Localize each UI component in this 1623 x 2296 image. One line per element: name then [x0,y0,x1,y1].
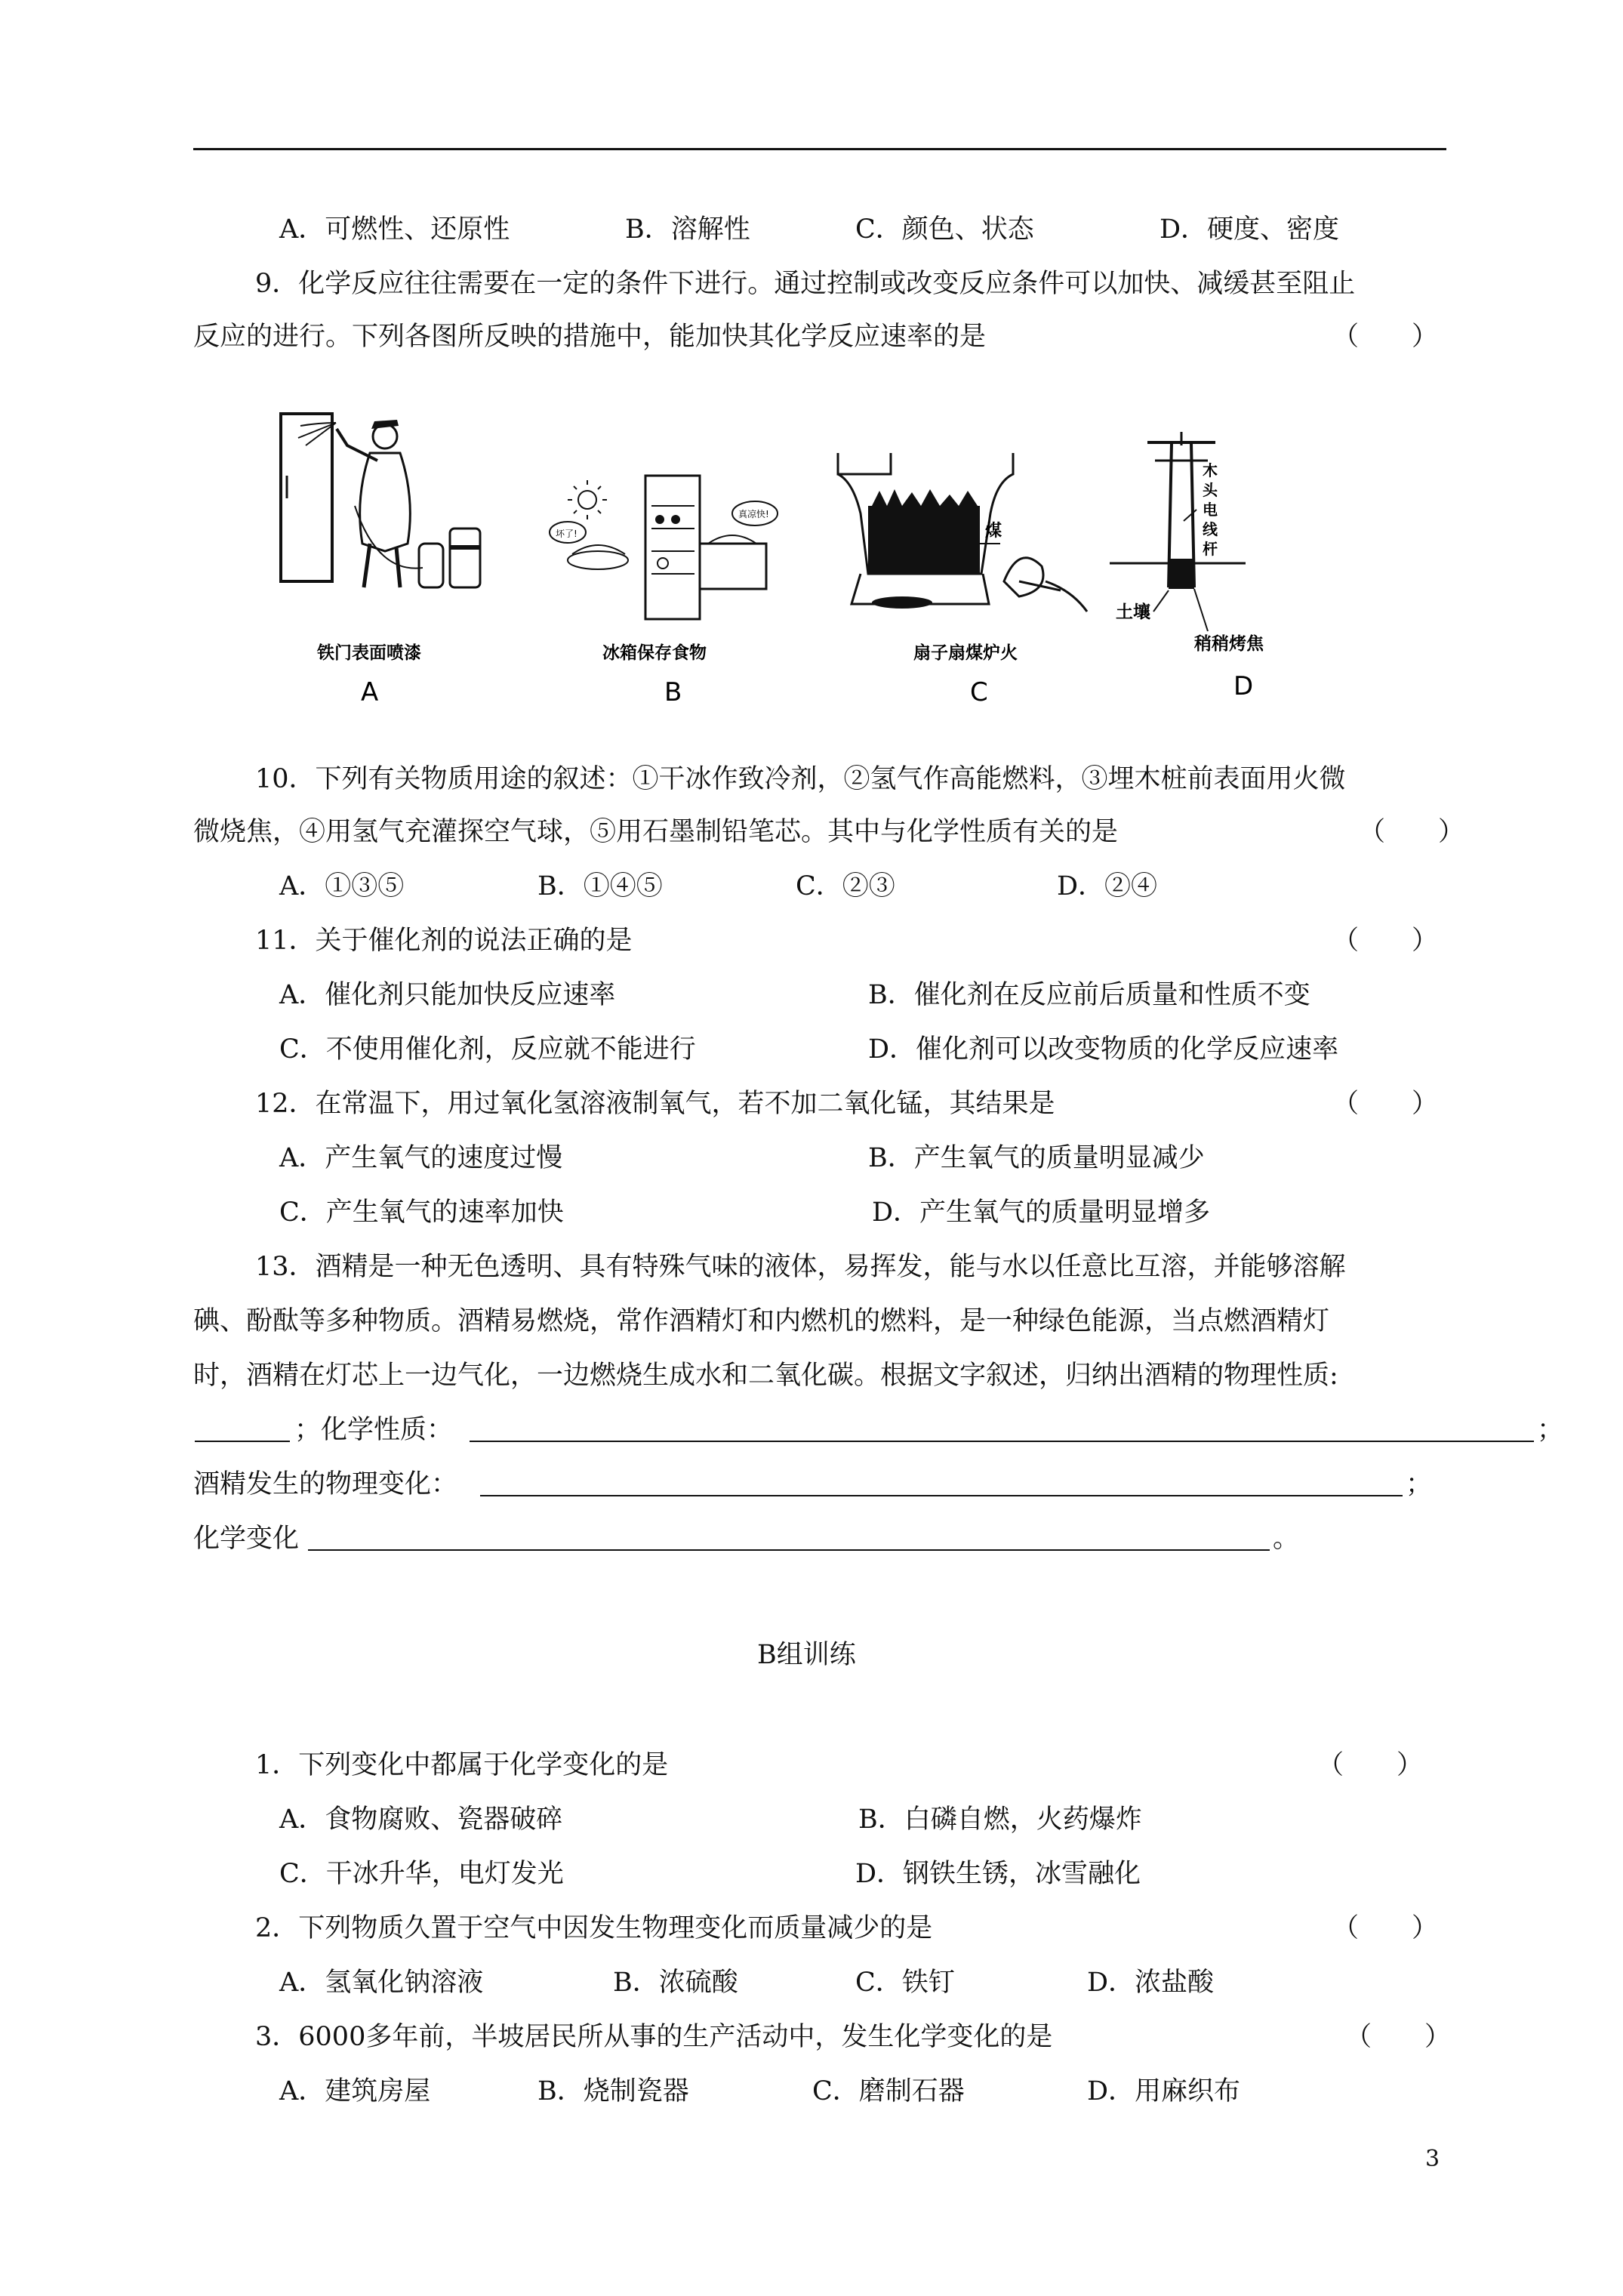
q12-option-d: D．产生氧气的质量明显增多 [872,1197,1211,1228]
q11-option-c: C．不使用催化剂，反应就不能进行 [279,1034,696,1065]
header-rule [193,148,1446,150]
q13-chemical-change-blank[interactable] [308,1549,1270,1551]
page-number: 3 [1425,2146,1440,2172]
q13-physical-change-blank[interactable] [480,1495,1403,1496]
q12-stem: 12．在常温下，用过氧化氢溶液制氧气，若不加二氧化锰，其结果是 [255,1089,1055,1119]
figure-caption-c: 扇子扇煤炉火 [913,643,1018,663]
pole-label-3: 电 [1203,501,1218,519]
figure-panel-a [281,414,480,587]
q13-physical-property-blank[interactable] [195,1441,290,1442]
figure-caption-b: 冰箱保存食物 [602,643,707,663]
q8-option-d: D．硬度、密度 [1160,214,1340,245]
q11-stem: 11．关于催化剂的说法正确的是 [255,926,633,956]
q10-stem-line2: 微烧焦，④用氢气充灌探空气球，⑤用石墨制铅笔芯。其中与化学性质有关的是 [193,817,1119,847]
q9-answer-paren: （ ） [1332,322,1439,352]
b2-option-b: B．浓硫酸 [613,1968,738,1998]
q13-chemical-change-label: 化学变化 [193,1524,300,1554]
q10-option-c: C．②③ [796,871,895,901]
q12-option-c: C．产生氧气的速率加快 [279,1197,564,1228]
figure-caption-a: 铁门表面喷漆 [317,643,421,663]
q10-option-a: A．①③⑤ [279,871,405,901]
b2-stem: 2．下列物质久置于空气中因发生物理变化而质量减少的是 [255,1913,933,1943]
q13-chemical-property-label: ；化学性质： [294,1415,454,1445]
q8-option-b: B．溶解性 [625,214,750,245]
q13-stem-line1: 13．酒精是一种无色透明、具有特殊气味的液体，易挥发，能与水以任意比互溶，并能够溶解 [255,1252,1346,1282]
q12-option-a: A．产生氧气的速度过慢 [279,1143,563,1173]
figure-caption-d: 稍稍烤焦 [1194,634,1264,654]
q13-semicolon-1: ； [1537,1415,1564,1445]
b2-option-a: A．氢氧化钠溶液 [279,1968,484,1998]
section-b-title: B组训练 [757,1640,856,1670]
q13-physical-change-label: 酒精发生的物理变化： [193,1469,458,1499]
figure-panel-b [550,476,778,619]
q13-stem-line3: 时，酒精在灯芯上一边气化，一边燃烧生成水和二氧化碳。根据文字叙述，归纳出酒精的物理性质: [193,1361,1338,1391]
q11-option-b: B．催化剂在反应前后质量和性质不变 [868,980,1310,1010]
pole-label-5: 杆 [1203,540,1218,558]
b1-stem: 1．下列变化中都属于化学变化的是 [255,1750,669,1780]
b3-answer-paren: （ ） [1345,2022,1452,2052]
figure-letter-a: A [361,677,379,707]
coal-label: 煤 [985,522,1002,541]
bubble-right-text: 真凉快! [738,509,769,519]
b3-stem: 3．6000多年前，半坡居民所从事的生产活动中，发生化学变化的是 [255,2022,1053,2052]
q12-option-b: B．产生氧气的质量明显减少 [868,1143,1205,1173]
q9-stem-line2: 反应的进行。下列各图所反映的措施中，能加快其化学反应速率的是 [193,322,987,352]
figure-letter-d: D [1233,671,1254,701]
q9-stem-line1: 9．化学反应往往需要在一定的条件下进行。通过控制或改变反应条件可以加快、减缓甚至阻止 [255,269,1356,299]
pole-label-1: 木 [1203,461,1218,479]
q11-answer-paren: （ ） [1332,926,1439,956]
q12-answer-paren: （ ） [1332,1089,1439,1119]
q13-semicolon-2: ； [1406,1469,1433,1499]
b1-option-d: D．钢铁生锈，冰雪融化 [855,1859,1141,1889]
q8-option-a: A．可燃性、还原性 [279,214,510,245]
b3-option-d: D．用麻织布 [1087,2076,1241,2106]
q11-option-d: D．催化剂可以改变物质的化学反应速率 [868,1034,1339,1065]
q9-figure [264,393,1264,710]
figure-panel-c [838,453,1087,612]
soil-label: 土壤 [1116,603,1150,622]
q13-stem-line2: 碘、酚酞等多种物质。酒精易燃烧，常作酒精灯和内燃机的燃料，是一种绿色能源，当点燃酒精灯 [193,1306,1330,1336]
b3-option-b: B．烧制瓷器 [537,2076,689,2106]
b1-answer-paren: （ ） [1317,1750,1424,1780]
b1-option-c: C．干冰升华，电灯发光 [279,1859,564,1889]
q10-answer-paren: （ ） [1359,817,1465,847]
b2-answer-paren: （ ） [1332,1913,1439,1943]
b3-option-c: C．磨制石器 [812,2076,965,2106]
q13-period: 。 [1273,1524,1300,1554]
b1-option-a: A．食物腐败、瓷器破碎 [279,1804,563,1835]
q10-option-d: D．②④ [1057,871,1158,901]
q13-chemical-property-blank[interactable] [470,1441,1534,1442]
q10-stem-line1: 10．下列有关物质用途的叙述：①干冰作致冷剂，②氢气作高能燃料，③埋木桩前表面用火微 [255,764,1346,794]
b2-option-d: D．浓盐酸 [1087,1968,1215,1998]
figure-panel-d [1110,432,1246,631]
b3-option-a: A．建筑房屋 [279,2076,431,2106]
pole-label-4: 线 [1203,520,1218,538]
figure-letter-c: C [970,677,988,707]
q8-option-c: C．颜色、状态 [855,214,1034,245]
q11-option-a: A．催化剂只能加快反应速率 [279,980,616,1010]
b1-option-b: B．白磷自燃，火药爆炸 [858,1804,1142,1835]
pole-label-2: 头 [1203,481,1218,499]
bubble-left-text: 坏了! [556,529,577,539]
q10-option-b: B．①④⑤ [537,871,663,901]
b2-option-c: C．铁钉 [855,1968,955,1998]
figure-letter-b: B [664,677,682,707]
